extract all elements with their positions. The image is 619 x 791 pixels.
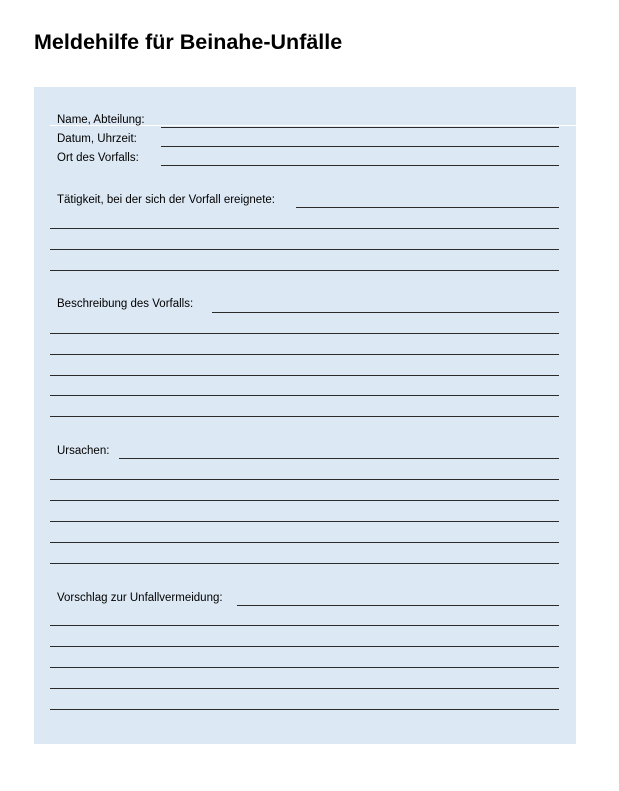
description-label: Beschreibung des Vorfalls: [57,298,194,310]
date-time-field[interactable] [161,146,559,147]
activity-field-line[interactable] [296,207,559,208]
description-field-line[interactable] [212,312,559,313]
prevention-field-line[interactable] [50,709,559,710]
causes-field-line[interactable] [119,458,559,459]
name-department-label: Name, Abteilung: [57,114,145,126]
description-field-line[interactable] [50,375,559,376]
activity-field-line[interactable] [50,249,559,250]
prevention-field-line[interactable] [50,646,559,647]
name-department-field[interactable] [161,127,559,128]
date-time-label: Datum, Uhrzeit: [57,133,137,145]
prevention-label: Vorschlag zur Unfallvermeidung: [57,592,223,604]
form-panel [34,87,576,744]
activity-label: Tätigkeit, bei der sich der Vorfall ereignete: [57,194,275,206]
form-title: Meldehilfe für Beinahe-Unfälle [34,30,343,54]
prevention-field-line[interactable] [50,667,559,668]
causes-field-line[interactable] [50,479,559,480]
causes-field-line[interactable] [50,542,559,543]
description-field-line[interactable] [50,395,559,396]
causes-label: Ursachen: [57,445,110,457]
prevention-field-line[interactable] [50,625,559,626]
causes-field-line[interactable] [50,500,559,501]
activity-field-line[interactable] [50,270,559,271]
causes-field-line[interactable] [50,521,559,522]
location-field[interactable] [161,165,559,166]
prevention-field-line[interactable] [50,688,559,689]
causes-field-line[interactable] [50,563,559,564]
prevention-field-line[interactable] [237,605,559,606]
location-label: Ort des Vorfalls: [57,152,139,164]
description-field-line[interactable] [50,354,559,355]
description-field-line[interactable] [50,333,559,334]
activity-field-line[interactable] [50,228,559,229]
description-field-line[interactable] [50,416,559,417]
